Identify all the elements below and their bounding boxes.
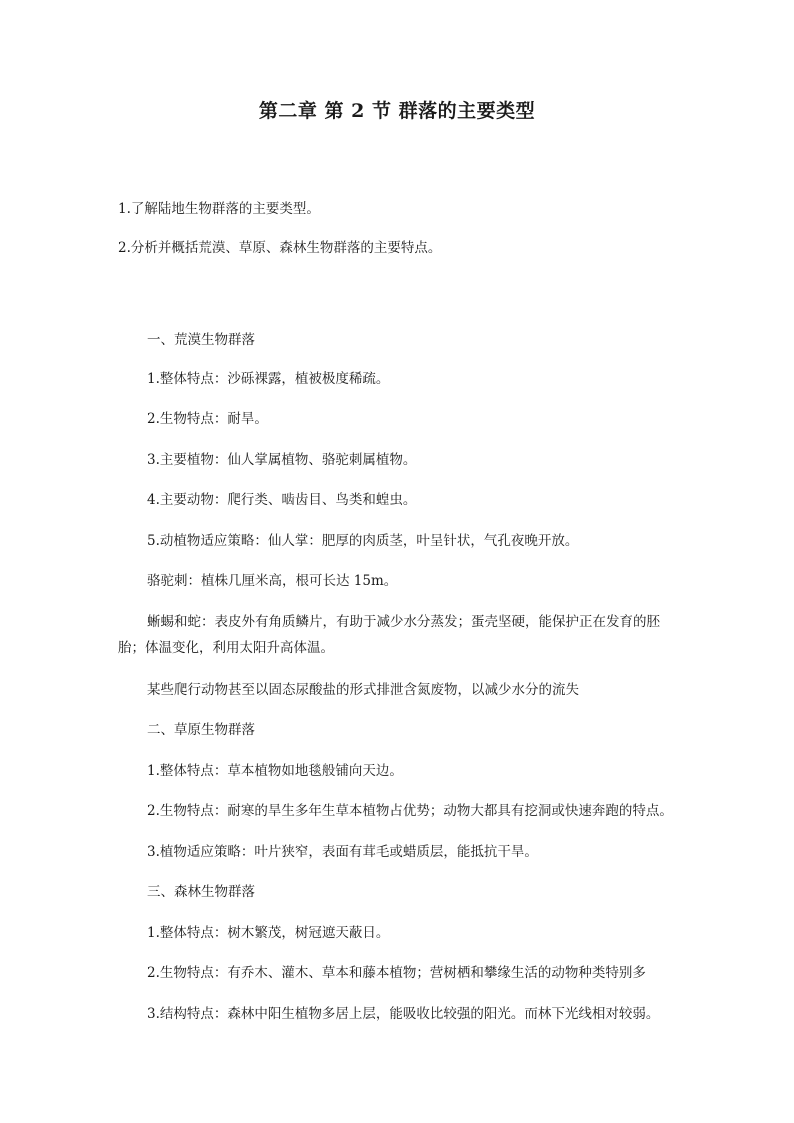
grassland-item-2: 2.生物特点：耐寒的旱生多年生草本植物占优势；动物大都具有挖洞或快速奔跑的特点。 — [147, 803, 673, 819]
desert-item-3: 3.主要植物：仙人掌属植物、骆驼刺属植物。 — [147, 452, 417, 468]
forest-item-1: 1.整体特点：树木繁茂，树冠遮天蔽日。 — [147, 925, 390, 941]
desert-lizard-paragraph: 蜥蜴和蛇：表皮外有角质鳞片，有助于减少水分蒸发；蛋壳坚硬，能保护正在发育的胚胎；体温变化，利用太阳升高体温。 — [118, 614, 660, 656]
desert-reptile-note: 某些爬行动物甚至以固态尿酸盐的形式排泄含氮废物，以减少水分的流失 — [147, 682, 579, 698]
forest-item-3: 3.结构特点：森林中阳生植物多居上层，能吸收比较强的阳光。而林下光线相对较弱。 — [147, 1006, 660, 1022]
grassland-item-1: 1.整体特点：草本植物如地毯般铺向天边。 — [147, 763, 403, 779]
page-title: 第二章 第 2 节 群落的主要类型 — [258, 100, 536, 122]
section-heading-forest: 三、森林生物群落 — [147, 884, 255, 900]
desert-item-2: 2.生物特点：耐旱。 — [147, 411, 268, 427]
objective-1: 1.了解陆地生物群落的主要类型。 — [118, 201, 320, 217]
section-heading-desert: 一、荒漠生物群落 — [147, 332, 255, 348]
desert-item-5: 5.动植物适应策略：仙人掌：肥厚的肉质茎，叶呈针状，气孔夜晚开放。 — [147, 533, 579, 549]
forest-item-2: 2.生物特点：有乔木、灌木、草本和藤本植物；营树栖和攀缘生活的动物种类特别多 — [147, 965, 646, 981]
section-heading-grassland: 二、草原生物群落 — [147, 722, 255, 738]
objective-2: 2.分析并概括荒漠、草原、森林生物群落的主要特点。 — [118, 240, 442, 256]
grassland-item-3: 3.植物适应策略：叶片狭窄，表面有茸毛或蜡质层，能抵抗干旱。 — [147, 844, 538, 860]
desert-item-4: 4.主要动物：爬行类、啮齿目、鸟类和蝗虫。 — [147, 492, 417, 508]
desert-item-camelthorn: 骆驼刺：植株几厘米高，根可长达 15m。 — [147, 573, 398, 589]
desert-item-1: 1.整体特点：沙砾裸露，植被极度稀疏。 — [147, 371, 390, 387]
